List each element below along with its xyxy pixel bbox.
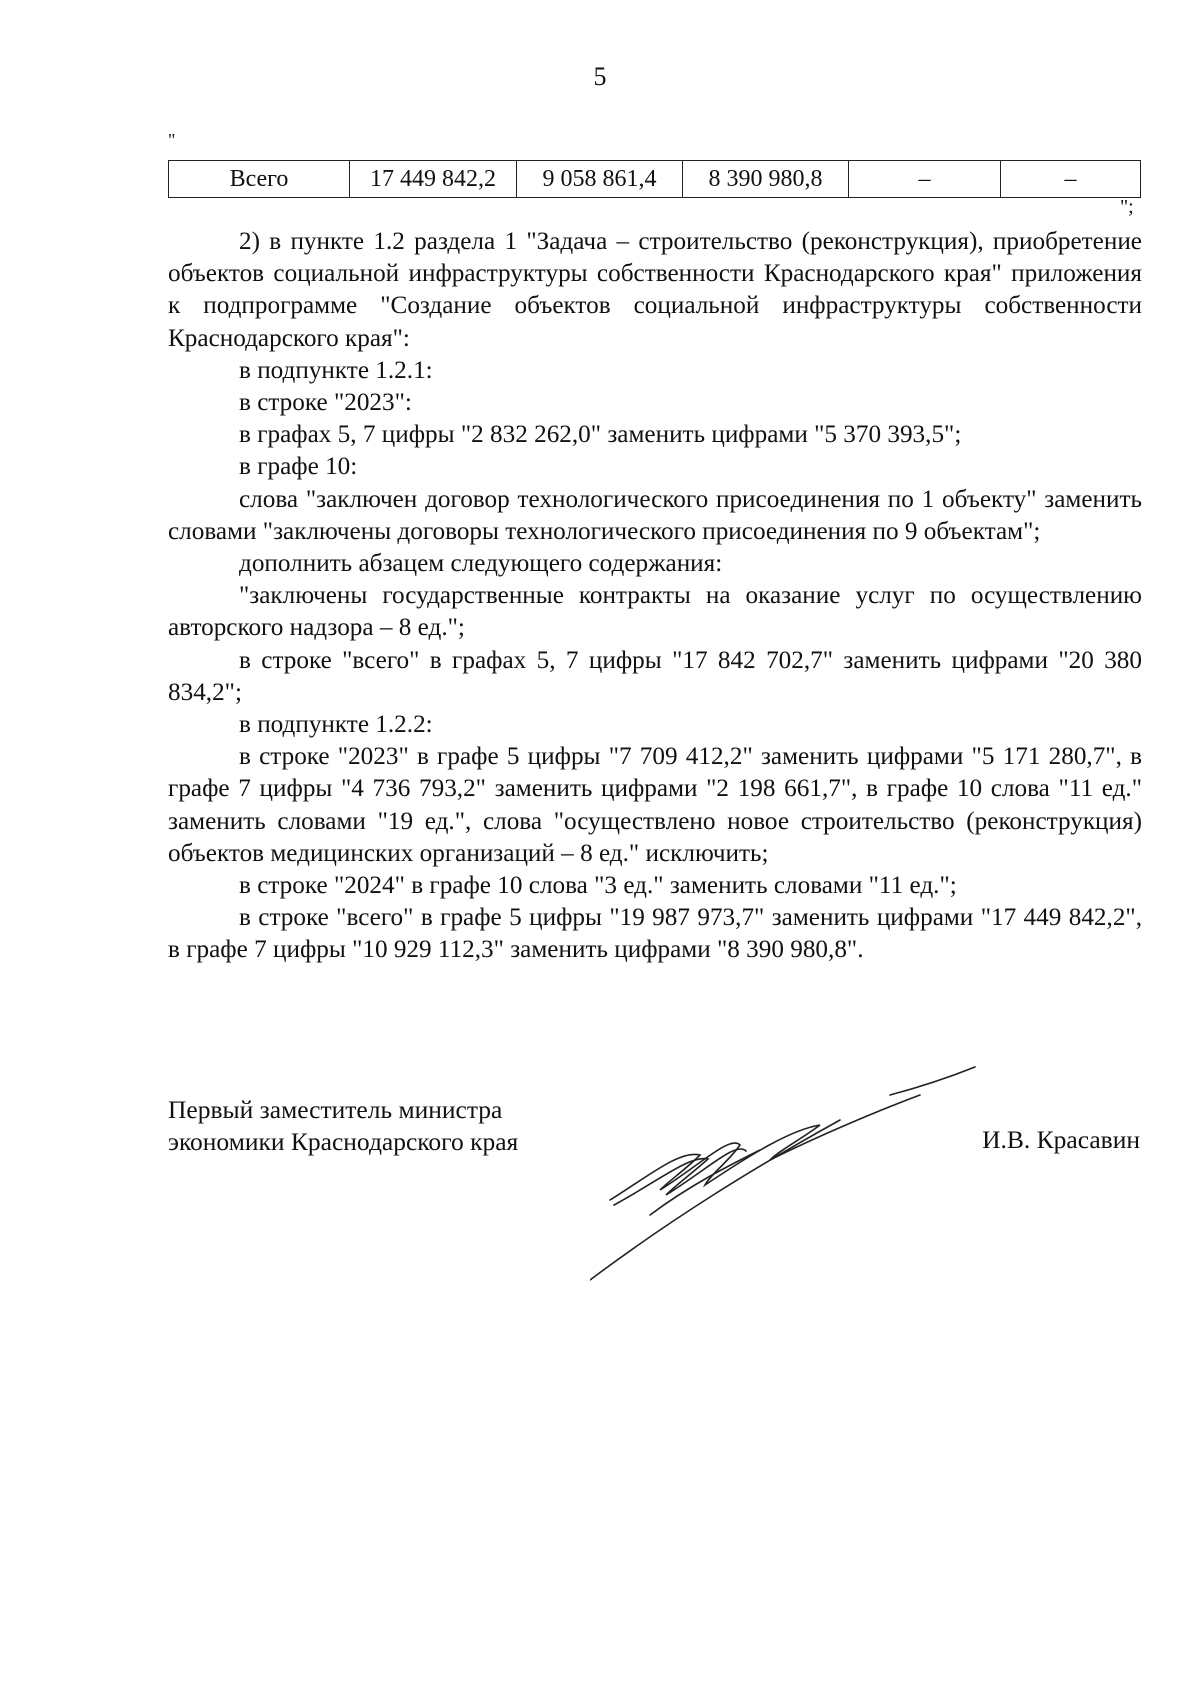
paragraph: в строке "2023" в графе 5 цифры "7 709 412,2" заменить цифрами "5 171 280,7", в графе 7 цифры "4 736 793,2" заменить цифрами "2 198 661,7", в графе 10 слова "11 ед." заменить словами "19 ед.", слова "осуществлено новое строительство (реконструкция) объектов медицинских организаций – 8 ед." исключить; (168, 743, 1142, 867)
position-line: Первый заместитель министра (168, 1095, 503, 1124)
table-cell: 17 449 842,2 (350, 161, 517, 198)
paragraph: в строке "2023": (239, 389, 412, 417)
table-cell: – (849, 161, 1001, 198)
paragraph: в строке "всего" в графе 5 цифры "19 987 973,7" заменить цифрами "17 449 842,2", в графе 7 цифры "10 929 112,3" заменить цифрами "8 390 980,8". (168, 904, 1142, 964)
paragraph: 2) в пункте 1.2 раздела 1 "Задача – строительство (реконструкция), приобретение объектов социальной инфраструктуры собственности Краснодарского края" приложения к подпрограмме "Создание объектов социальной инфраструктуры собственности Краснодарского края": (168, 228, 1142, 352)
paragraph: в подпункте 1.2.1: (239, 356, 433, 384)
paragraph: в подпункте 1.2.2: (239, 711, 433, 739)
opening-quote: " (168, 130, 176, 150)
paragraph: в строке "всего" в графах 5, 7 цифры "17 842 702,7" заменить цифрами "20 380 834,2"; (168, 646, 1142, 706)
table-cell: – (1001, 161, 1141, 198)
paragraph: в графах 5, 7 цифры "2 832 262,0" заменить цифрами "5 370 393,5"; (239, 421, 962, 449)
table-row (169, 161, 1141, 198)
table-cell-label: Всего (169, 161, 350, 198)
handwritten-signature (590, 1055, 1030, 1285)
paragraph: в строке "2024" в графе 10 слова "3 ед." заменить словами "11 ед."; (239, 872, 957, 900)
paragraph: в графе 10: (239, 453, 358, 481)
signatory-position (168, 1094, 518, 1158)
paragraph: "заключены государственные контракты на оказание услуг по осуществлению авторского надзора – 8 ед."; (168, 582, 1142, 642)
closing-quote: "; (1120, 196, 1134, 218)
page-number: 5 (593, 62, 607, 91)
totals-table (168, 160, 1141, 198)
table-cell: 8 390 980,8 (683, 161, 849, 198)
paragraph: слова "заключен договор технологического присоединения по 1 объекту" заменить словами "заключены договоры технологического присоединения по 9 объектам"; (168, 485, 1142, 545)
table-cell: 9 058 861,4 (517, 161, 683, 198)
position-line: экономики Краснодарского края (168, 1127, 519, 1156)
paragraph: дополнить абзацем следующего содержания: (239, 550, 723, 578)
signatory-name: И.В. Красавин (982, 1125, 1140, 1154)
document-body (168, 226, 1142, 967)
